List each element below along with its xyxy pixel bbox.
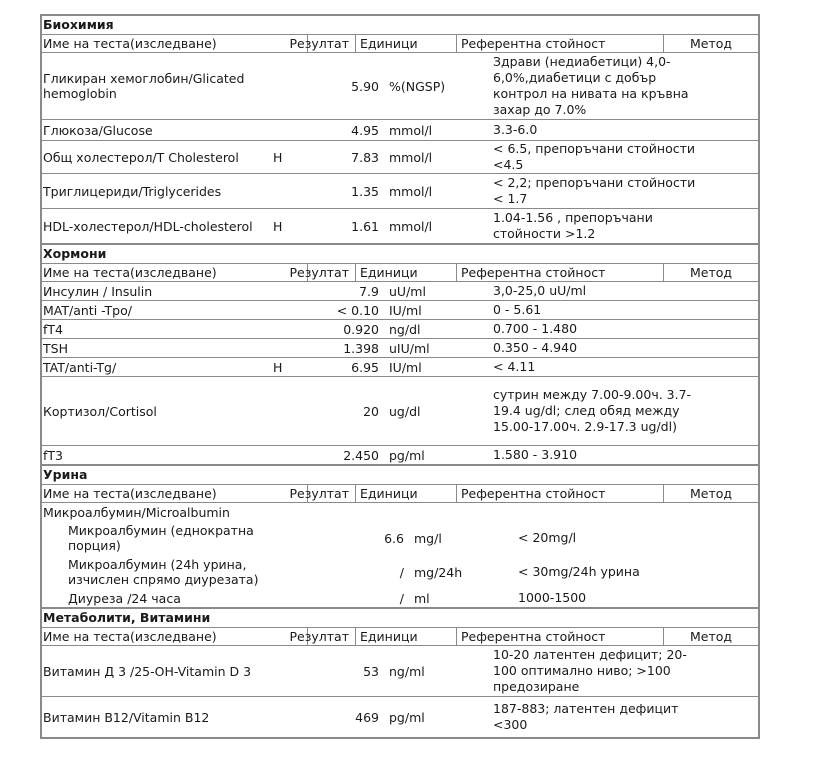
method xyxy=(700,282,758,300)
test-name: Микроалбумин (24h урина, изчислен спрямо диурезата) xyxy=(68,557,259,587)
table-row xyxy=(42,446,758,464)
unit: pg/ml xyxy=(389,709,425,725)
flag-indicator: H xyxy=(273,359,283,375)
table-row xyxy=(42,339,758,358)
reference-value: 3,0-25,0 uU/ml xyxy=(493,283,587,298)
table-row xyxy=(42,646,758,697)
result-value: 53 xyxy=(363,663,379,679)
section-2 xyxy=(40,464,760,607)
test-name: MAT/anti -Tpo/ xyxy=(43,302,132,318)
test-name: Кортизол/Cortisol xyxy=(43,403,157,419)
flag-indicator xyxy=(273,120,307,140)
table-row xyxy=(42,589,758,607)
result-value: 1.35 xyxy=(351,183,379,199)
header-name: Име на теста(изследване) xyxy=(42,485,308,502)
method xyxy=(700,503,758,521)
lab-results-document xyxy=(40,14,760,739)
header-result: Резултат xyxy=(308,628,356,645)
unit: mg/l xyxy=(414,530,442,546)
table-row xyxy=(42,53,758,120)
method xyxy=(725,589,758,607)
table-row xyxy=(42,377,758,446)
method xyxy=(725,555,758,589)
header-method: Метод xyxy=(689,486,733,501)
header-result: Резултат xyxy=(308,264,356,281)
table-row xyxy=(42,697,758,737)
section-title: Биохимия xyxy=(42,16,758,35)
table-row xyxy=(42,320,758,339)
header-reference: Референтна стойност xyxy=(456,628,664,645)
method xyxy=(700,301,758,319)
section-0 xyxy=(40,14,760,243)
method xyxy=(700,141,758,173)
table-row xyxy=(42,141,758,174)
header-reference: Референтна стойност xyxy=(456,485,664,502)
table-header-row xyxy=(42,264,758,282)
section-1 xyxy=(40,243,760,464)
reference-value: 1000-1500 xyxy=(518,590,587,605)
method xyxy=(700,697,758,737)
result-value: / xyxy=(399,590,404,606)
header-method: Метод xyxy=(689,629,733,644)
flag-indicator xyxy=(298,555,332,589)
table-row xyxy=(42,174,758,209)
unit: pg/ml xyxy=(389,447,425,463)
method xyxy=(725,521,758,555)
table-row xyxy=(42,301,758,320)
reference-value: 1.580 - 3.910 xyxy=(493,447,578,462)
header-name: Име на теста(изследване) xyxy=(42,264,308,281)
result-value: 6.6 xyxy=(384,530,404,546)
reference-value: < 30mg/24h урина xyxy=(518,564,640,579)
flag-indicator xyxy=(273,646,307,696)
test-name: Триглицериди/Triglycerides xyxy=(43,183,222,199)
table-row xyxy=(42,282,758,301)
flag-indicator xyxy=(273,320,307,338)
result-value: 469 xyxy=(355,709,379,725)
result-value: 1.398 xyxy=(343,340,379,356)
header-units: Единици xyxy=(360,36,418,51)
test-name: Общ холестерол/T Cholesterol xyxy=(43,149,239,165)
table-row xyxy=(42,358,758,377)
result-value: 4.95 xyxy=(351,122,379,138)
unit: IU/ml xyxy=(389,302,422,318)
method xyxy=(700,53,758,119)
header-units: Единици xyxy=(360,486,418,501)
reference-value: Здрави (недиабетици) 4,0-6,0%,диабетици с добър контрол на нивата на кръвна захар до 7.0% xyxy=(493,54,689,117)
test-name: Диуреза /24 часа xyxy=(68,590,181,606)
table-row xyxy=(42,120,758,141)
reference-value: < 6.5, препоръчани стойности <4.5 xyxy=(493,141,695,172)
result-value: 5.90 xyxy=(351,78,379,94)
test-name: TAT/anti-Tg/ xyxy=(43,359,117,375)
header-method: Метод xyxy=(689,265,733,280)
result-value: < 0.10 xyxy=(336,302,379,318)
method xyxy=(700,320,758,338)
header-reference: Референтна стойност xyxy=(456,35,664,52)
result-value: 0.920 xyxy=(343,321,379,337)
table-row xyxy=(42,209,758,243)
flag-indicator xyxy=(273,446,307,464)
reference-value: < 20mg/l xyxy=(518,530,577,545)
method xyxy=(700,174,758,208)
header-result: Резултат xyxy=(308,35,356,52)
unit: IU/ml xyxy=(389,359,422,375)
header-reference: Референтна стойност xyxy=(456,264,664,281)
method xyxy=(700,446,758,464)
reference-value xyxy=(489,503,700,521)
flag-indicator xyxy=(273,377,307,445)
flag-indicator xyxy=(298,589,332,607)
table-row xyxy=(42,503,758,521)
unit: mmol/l xyxy=(389,122,433,138)
flag-indicator xyxy=(298,521,332,555)
test-name: HDL-холестерол/HDL-cholesterol xyxy=(43,218,253,234)
method xyxy=(700,358,758,376)
test-name: TSH xyxy=(43,340,68,356)
result-value: / xyxy=(399,564,404,580)
flag-indicator: H xyxy=(273,218,283,234)
table-row xyxy=(42,555,758,589)
unit xyxy=(385,503,489,521)
header-name: Име на теста(изследване) xyxy=(42,35,308,52)
reference-value: 3.3-6.0 xyxy=(493,122,538,137)
unit: ng/dl xyxy=(389,321,421,337)
unit: ug/dl xyxy=(389,403,421,419)
test-name: Витамин Д 3 /25-OH-Vitamin D 3 xyxy=(43,663,252,679)
section-title: Урина xyxy=(42,466,758,485)
reference-value: 10-20 латентен дефицит; 20-100 оптимално ниво; >100 предозиране xyxy=(493,647,687,694)
header-units: Единици xyxy=(360,265,418,280)
result-value: 6.95 xyxy=(351,359,379,375)
method xyxy=(700,209,758,243)
result-value: 20 xyxy=(363,403,379,419)
reference-value: 0.700 - 1.480 xyxy=(493,321,578,336)
flag-indicator xyxy=(273,503,307,521)
unit: mmol/l xyxy=(389,183,433,199)
flag-indicator xyxy=(273,339,307,357)
result-value: 7.83 xyxy=(351,149,379,165)
unit: %(NGSP) xyxy=(389,78,446,94)
test-name: Глюкоза/Glucose xyxy=(43,122,153,138)
header-method: Метод xyxy=(689,36,733,51)
table-header-row xyxy=(42,35,758,53)
section-title: Метаболити, Витамини xyxy=(42,609,758,628)
reference-value: < 2,2; препоръчани стойности < 1.7 xyxy=(493,175,696,206)
flag-indicator xyxy=(273,301,307,319)
test-name: Инсулин / Insulin xyxy=(43,283,153,299)
unit: uU/ml xyxy=(389,283,426,299)
test-name: fT3 xyxy=(43,447,63,463)
unit: ml xyxy=(414,590,430,606)
section-title: Хормони xyxy=(42,245,758,264)
flag-indicator xyxy=(273,282,307,300)
test-name: Микроалбумин/Microalbumin xyxy=(43,504,230,520)
reference-value: < 4.11 xyxy=(493,359,536,374)
reference-value: 0.350 - 4.940 xyxy=(493,340,578,355)
test-name: Витамин B12/Vitamin B12 xyxy=(43,709,210,725)
table-header-row xyxy=(42,485,758,503)
test-name: Микроалбумин (еднократна порция) xyxy=(68,523,254,553)
unit: mmol/l xyxy=(389,218,433,234)
method xyxy=(700,339,758,357)
unit: mg/24h xyxy=(414,564,463,580)
result-value xyxy=(307,503,385,521)
section-3 xyxy=(40,607,760,739)
unit: uIU/ml xyxy=(389,340,430,356)
flag-indicator xyxy=(273,53,307,119)
test-name: Гликиран хемоглобин/Glicated hemoglobin xyxy=(43,71,245,101)
flag-indicator: H xyxy=(273,149,283,165)
header-units: Единици xyxy=(360,629,418,644)
flag-indicator xyxy=(273,697,307,737)
reference-value: сутрин между 7.00-9.00ч. 3.7-19.4 ug/dl; след обяд между 15.00-17.00ч. 2.9-17.3 ug/dl) xyxy=(493,387,692,434)
header-name: Име на теста(изследване) xyxy=(42,628,308,645)
reference-value: 1.04-1.56 , препоръчани стойности >1.2 xyxy=(493,210,653,241)
table-header-row xyxy=(42,628,758,646)
flag-indicator xyxy=(273,174,307,208)
unit: mmol/l xyxy=(389,149,433,165)
unit: ng/ml xyxy=(389,663,425,679)
reference-value: 187-883; латентен дефицит <300 xyxy=(493,701,679,732)
method xyxy=(700,646,758,696)
reference-value: 0 - 5.61 xyxy=(493,302,542,317)
test-name: fT4 xyxy=(43,321,63,337)
result-value: 2.450 xyxy=(343,447,379,463)
method xyxy=(700,120,758,140)
table-row xyxy=(42,521,758,555)
result-value: 1.61 xyxy=(351,218,379,234)
header-result: Резултат xyxy=(308,485,356,502)
method xyxy=(700,377,758,445)
result-value: 7.9 xyxy=(359,283,379,299)
